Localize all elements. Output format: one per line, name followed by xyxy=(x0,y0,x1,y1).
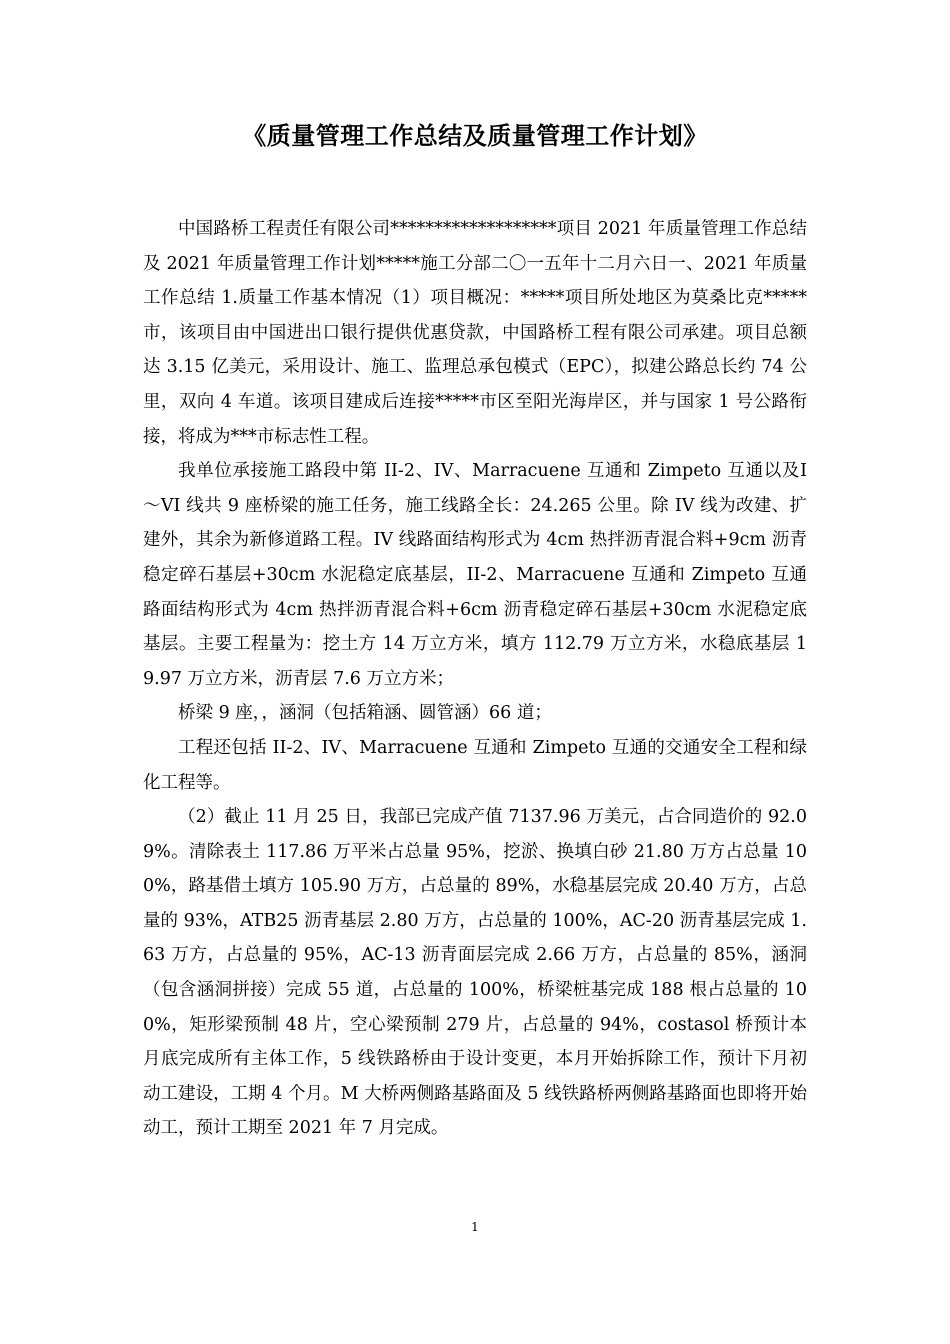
document-body xyxy=(143,212,807,1146)
paragraph-project-overview: 中国路桥工程责任有限公司*******************项目 2021 年质量管理工作总结及 2021 年质量管理工作计划*****施工分部二〇一五年十二月六日一、2021 年质量工作总结 1.质量工作基本情况（1）项目概况：*****项目所处地区为莫桑比克*****市，该项目由中国进出口银行提供优惠贷款，中国路桥工程有限公司承建。项目总额达 3.15 亿美元，采用设计、施工、监理总承包模式（EPC），拟建公路总长约 74 公里，双向 4 车道。该项目建成后连接*****市区至阳光海岸区，并与国家 1 号公路衔接，将成为***市标志性工程。 xyxy=(143,219,807,447)
paragraph-progress-status: （2）截止 11 月 25 日，我部已完成产值 7137.96 万美元，占合同造价的 92.09%。清除表土 117.86 万平米占总量 95%，挖淤、换填白砂 21.80 万方占总量 100%，路基借土填方 105.90 万方，占总量的 89%，水稳基层完成 20.40 万方，占总量的 93%，ATB25 沥青基层 2.80 万方，占总量的 100%，AC-20 沥青基层完成 1.63 万方，占总量的 95%，AC-13 沥青面层完成 2.66 万方，占总量的 85%，涵洞（包含涵洞拼接）完成 55 道，占总量的 100%，桥梁桩基完成 188 根占总量的 100%，矩形梁预制 48 片，空心梁预制 279 片，占总量的 94%，costasol 桥预计本月底完成所有主体工作，5 线铁路桥由于设计变更，本月开始拆除工作，预计下月初动工建设，工期 4 个月。M 大桥两侧路基路面及 5 线铁路桥两侧路基路面也即将开始动工，预计工期至 2021 年 7 月完成。 xyxy=(143,807,807,1139)
document-title: 《质量管理工作总结及质量管理工作计划》 xyxy=(242,121,708,150)
paragraph-additional-works: 工程还包括 II-2、IV、Marracuene 互通和 Zimpeto 互通的交通安全工程和绿化工程等。 xyxy=(143,737,807,793)
page-number: 1 xyxy=(471,1220,479,1234)
paragraph-bridges-culverts: 桥梁 9 座，，涵洞（包括箱涵、圆管涵）66 道； xyxy=(178,703,552,724)
paragraph-construction-scope: 我单位承接施工路段中第 II-2、IV、Marracuene 互通和 Zimpeto 互通以及Ⅰ～VI 线共 9 座桥梁的施工任务，施工线路全长：24.265 公里。除 IV 线为改建、扩建外，其余为新修道路工程。IV 线路面结构形式为 4cm 热拌沥青混合料+9cm 沥青稳定碎石基层+30cm 水泥稳定底基层，II-2、Marracuene 互通和 Zimpeto 互通路面结构形式为 4cm 热拌沥青混合料+6cm 沥青稳定碎石基层+30cm 水泥稳定底基层。主要工程量为：挖土方 14 万立方米，填方 112.79 万立方米，水稳底基层 19.97 万立方米，沥青层 7.6 万立方米； xyxy=(143,461,807,689)
